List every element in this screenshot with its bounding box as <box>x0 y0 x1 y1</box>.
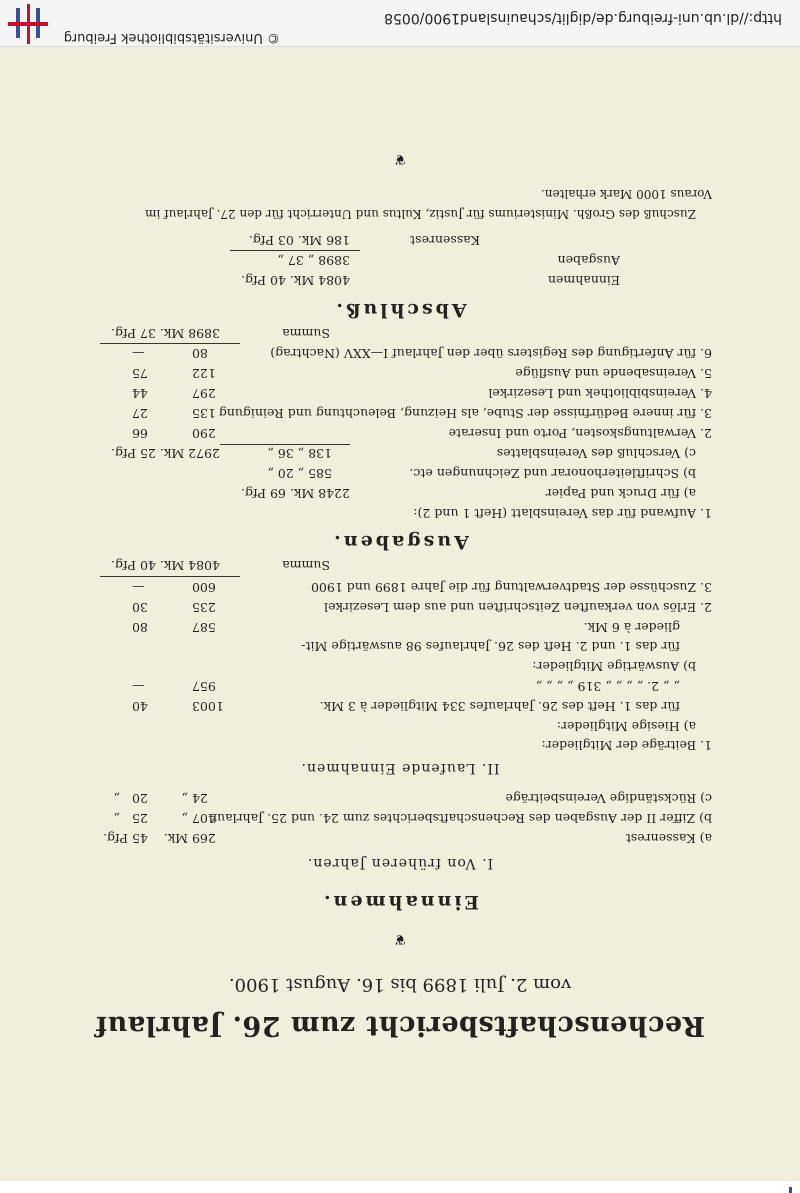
ausgaben-summa-label: Summa <box>282 326 330 341</box>
einnahmen-zuschuesse-pf: — <box>132 580 145 595</box>
einnahmen-hiesige-2-pf: — <box>132 679 145 694</box>
ausgaben-subtotal-rule <box>220 444 350 445</box>
einnahmen-hiesige-1-pf: 40 <box>132 699 148 714</box>
ausgaben-vereinsabende-mk: 122 <box>192 366 216 381</box>
abschluss-heading: Abschluß. <box>333 299 467 321</box>
einnahmen-hiesige: a) Hiesige Mitglieder: <box>556 719 696 734</box>
ausgaben-verschluss-value: 138 „ 36 „ <box>267 446 332 461</box>
einnahmen-row-a-pfunit: Pfg. <box>102 831 128 846</box>
ub-freiburg-logo-icon <box>8 4 48 44</box>
source-url-link[interactable]: http://dl.ub.uni-freiburg.de/diglit/schauinsland1900/0058 <box>384 10 782 26</box>
top-strip <box>0 1180 800 1193</box>
einnahmen-row-c-mk: 24 <box>192 791 208 806</box>
einnahmen-row-b: b) Ziffer II der Ausgaben des Rechenschaftsberichtes zum 24. und 25. Jahrlauf <box>212 811 712 826</box>
einnahmen-zuschuesse: 3. Zuschüsse der Stadtverwaltung für die Jahre 1899 und 1900 <box>311 580 712 595</box>
ausgaben-sum-rule <box>100 343 240 344</box>
ausgaben-schriftleiter-value: 585 „ 20 „ <box>267 466 332 481</box>
einnahmen-row-a-pf: 45 <box>132 831 148 846</box>
einnahmen-row-a-mk: 269 <box>192 831 216 846</box>
einnahmen-erloes: 2. Erlös von verkauften Zeitschriften und aus dem Lesezirkel <box>324 600 712 615</box>
page-title: Rechenschaftsbericht zum 26. Jahrlauf <box>95 1010 705 1041</box>
einnahmen-row-b-pf: 25 <box>132 811 148 826</box>
einnahmen-heading: Einnahmen. <box>320 891 480 913</box>
scanned-page <box>0 47 800 1181</box>
ausgaben-stube-pf: 27 <box>132 406 148 421</box>
ausgaben-schriftleiter: b) Schriftleiterhonorar und Zeichnungen etc. <box>409 466 696 481</box>
einnahmen-hiesige-2: „ „ 2. „ „ „ „ 319 „ „ „ „ <box>535 679 680 694</box>
abschluss-note-1: Zuschuß des Großh. Ministeriums für Justiz, Kultus und Unterricht für den 27. Jahrlauf im <box>145 207 696 221</box>
einnahmen-erloes-pf: 30 <box>132 600 148 615</box>
ausgaben-verschluss: c) Verschluß des Vereinsblattes <box>496 446 696 461</box>
copyright-text: © Universitätsbibliothek Freiburg <box>63 30 280 45</box>
einnahmen-auswaertige-1: für das 1. und 2. Heft des 26. Jahrlaufes 98 auswärtige Mit- <box>301 639 680 654</box>
ausgaben-druck-value: 2248 Mk. 69 Pfg. <box>241 486 350 501</box>
abschluss-rule <box>230 250 360 251</box>
page-subtitle: vom 2. Juli 1899 bis 16. August 1900. <box>228 974 572 995</box>
ausgaben-heading: Ausgaben. <box>331 531 469 553</box>
einnahmen-hiesige-1: für das 1. Heft des 26. Jahrlaufes 334 Mitglieder à 3 Mk. <box>319 699 680 714</box>
abschluss-einnahmen-label: Einnahmen <box>547 273 620 288</box>
ausgaben-bibliothek: 4. Vereinsbibliothek und Lesezirkel <box>488 386 712 401</box>
einnahmen-section-2: II. Laufende Einnahmen. <box>300 760 500 776</box>
abschluss-ausgaben-value: 3898 „ 37 „ <box>277 253 350 268</box>
abschluss-note-2: Voraus 1000 Mark erhalten. <box>540 187 712 201</box>
einnahmen-row-b-unit: „ <box>181 811 188 826</box>
ausgaben-stube-mk: 135 <box>192 406 216 421</box>
ausgaben-register: 6. für Anfertigung des Registers über den Jahrlauf I—XXV (Nachtrag) <box>270 346 712 361</box>
ausgaben-vereinsblatt: 1. Aufwand für das Vereinsblatt (Heft 1 und 2): <box>413 506 712 521</box>
einnahmen-row-a: a) Kassenrest <box>625 831 712 846</box>
einnahmen-row-a-unit: Mk. <box>163 831 188 846</box>
einnahmen-section-1: I. Von früheren Jahren. <box>306 855 494 871</box>
einnahmen-sum-rule <box>100 576 240 577</box>
ausgaben-verwaltung-mk: 290 <box>192 426 216 441</box>
crop-mark <box>775 1187 792 1193</box>
einnahmen-hiesige-1-mk: 1003 <box>192 699 224 714</box>
ausgaben-summa: 3898 Mk. 37 Pfg. <box>111 326 220 341</box>
einnahmen-row-c-pfunit: „ <box>113 791 120 806</box>
abschluss-kassenrest-value: 186 Mk. 03 Pfg. <box>248 233 350 248</box>
einnahmen-auswaertige-mk: 587 <box>192 620 216 635</box>
einnahmen-summa: 4084 Mk. 40 Pfg. <box>111 558 220 573</box>
ornament-icon: ❦ <box>394 931 406 947</box>
abschluss-kassenrest-label: Kassenrest <box>410 233 480 248</box>
einnahmen-row-b-mk: 407 <box>192 811 216 826</box>
footer-bar <box>0 0 800 47</box>
einnahmen-row-b-pfunit: „ <box>113 811 120 826</box>
ausgaben-druck: a) für Druck und Papier <box>545 486 696 501</box>
ausgaben-verwaltung: 2. Verwaltungskosten, Porto und Inserate <box>448 426 712 441</box>
ausgaben-vereinsabende-pf: 75 <box>132 366 148 381</box>
einnahmen-erloes-mk: 235 <box>192 600 216 615</box>
ausgaben-register-pf: — <box>132 346 145 361</box>
einnahmen-summa-label: Summa <box>282 558 330 573</box>
einnahmen-row-c-pf: 20 <box>132 791 148 806</box>
ausgaben-vereinsblatt-total: 2972 Mk. 25 Pfg. <box>111 446 220 461</box>
einnahmen-auswaertige-pf: 80 <box>132 620 148 635</box>
ausgaben-vereinsabende: 5. Vereinsabende und Ausflüge <box>515 366 712 381</box>
ausgaben-bibliothek-mk: 297 <box>192 386 216 401</box>
einnahmen-row-c: c) Rückständige Vereinsbeiträge <box>505 791 712 806</box>
ausgaben-verwaltung-pf: 66 <box>132 426 148 441</box>
ausgaben-bibliothek-pf: 44 <box>132 386 148 401</box>
einnahmen-row-c-unit: „ <box>181 791 188 806</box>
end-ornament-icon: ❦ <box>394 151 406 167</box>
einnahmen-auswaertige: b) Auswärtige Mitglieder: <box>532 659 696 674</box>
einnahmen-zuschuesse-mk: 600 <box>192 580 216 595</box>
ausgaben-stube: 3. für innere Bedürfnisse der Stube, als Heizung, Beleuchtung und Reinigung <box>218 406 712 421</box>
abschluss-einnahmen-value: 4084 Mk. 40 Pfg. <box>241 273 350 288</box>
einnahmen-auswaertige-2: glieder à 6 Mk. <box>583 620 680 635</box>
einnahmen-hiesige-2-mk: 957 <box>192 679 216 694</box>
einnahmen-beitraege: 1. Beiträge der Mitglieder: <box>541 738 712 753</box>
abschluss-ausgaben-label: Ausgaben <box>557 253 620 268</box>
ausgaben-register-mk: 80 <box>192 346 208 361</box>
